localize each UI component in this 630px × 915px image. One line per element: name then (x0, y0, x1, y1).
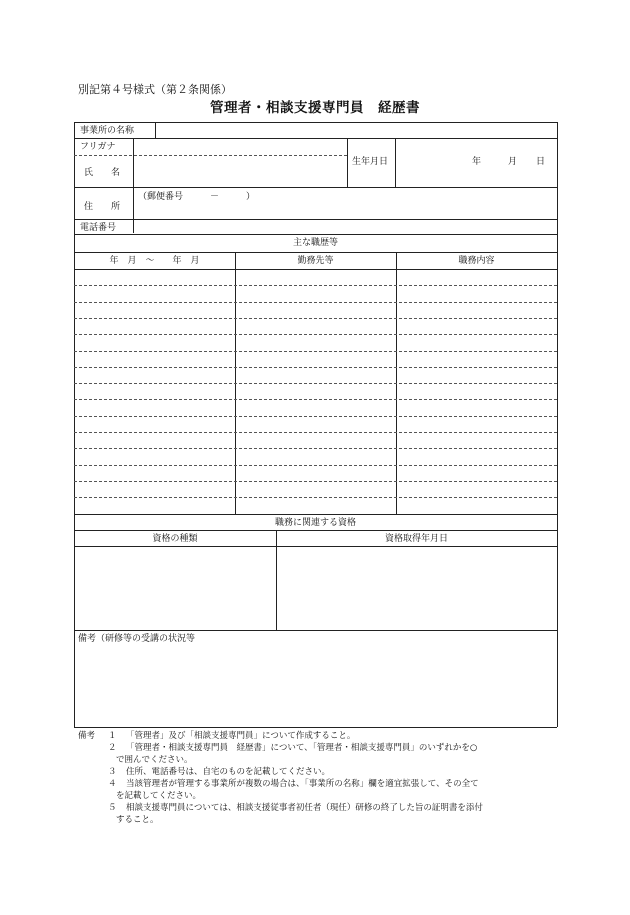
career-duties-field[interactable] (397, 335, 556, 349)
office-name-field[interactable] (156, 123, 556, 138)
career-duties-field[interactable] (397, 319, 556, 333)
career-period-field[interactable] (75, 498, 234, 512)
note-number: １ (108, 731, 117, 741)
qualifications-col-type: 資格の種類 (152, 534, 198, 544)
career-period-field[interactable] (75, 368, 234, 382)
furigana-label: フリガナ (80, 142, 116, 152)
furigana-field[interactable] (134, 139, 346, 155)
career-duties-field[interactable] (397, 352, 556, 366)
note-number: ２ (108, 743, 117, 753)
career-duties-field[interactable] (397, 498, 556, 512)
border-right (557, 122, 558, 727)
year-label: 年 (472, 157, 482, 167)
career-period-field[interactable] (75, 319, 234, 333)
remarks-field[interactable] (75, 648, 556, 726)
month-label: 月 (508, 157, 518, 167)
career-duties-field[interactable] (397, 270, 556, 284)
note-number: ４ (108, 779, 117, 789)
career-period-field[interactable] (75, 400, 234, 414)
career-period-field[interactable] (75, 335, 234, 349)
form-title: 管理者・相談支援専門員 経歴書 (210, 100, 420, 116)
remarks-label: 備考（研修等の受講の状況等 (78, 634, 196, 644)
note-text: 相談支援専門員については、相談支援従事者初任者（現任）研修の終了した旨の証明書を添付 (126, 803, 483, 813)
career-workplace-field[interactable] (236, 319, 395, 333)
phone-label: 電話番号 (80, 223, 117, 233)
office-name-label: 事業所の名称 (80, 126, 135, 136)
career-duties-field[interactable] (397, 417, 556, 431)
career-duties-field[interactable] (397, 466, 556, 480)
career-period-field[interactable] (75, 482, 234, 496)
note-text: で囲んでください。 (116, 755, 193, 765)
qualification-type-field[interactable] (75, 547, 275, 629)
career-workplace-field[interactable] (236, 270, 395, 284)
qualifications-heading: 職務に関連する資格 (274, 518, 356, 528)
career-period-field[interactable] (75, 352, 234, 366)
qualification-date-field[interactable] (277, 547, 556, 629)
career-workplace-field[interactable] (236, 384, 395, 398)
address-field[interactable] (134, 188, 556, 219)
note-number: ５ (108, 803, 117, 813)
career-duties-field[interactable] (397, 303, 556, 317)
career-period-field[interactable] (75, 286, 234, 300)
name-label: 氏 名 (84, 168, 121, 178)
career-period-field[interactable] (75, 466, 234, 480)
career-workplace-field[interactable] (236, 400, 395, 414)
career-duties-field[interactable] (397, 449, 556, 463)
career-workplace-field[interactable] (236, 286, 395, 300)
career-period-field[interactable] (75, 449, 234, 463)
name-field[interactable] (134, 156, 346, 187)
career-duties-field[interactable] (397, 286, 556, 300)
divider (74, 252, 557, 253)
career-workplace-field[interactable] (236, 433, 395, 447)
career-workplace-field[interactable] (236, 352, 395, 366)
divider (347, 138, 348, 187)
notes-label: 備考 (78, 731, 96, 741)
career-workplace-field[interactable] (236, 498, 395, 512)
career-workplace-field[interactable] (236, 449, 395, 463)
form-reference: 別記第４号様式（第２条関係） (78, 83, 232, 96)
career-col-period: 年 月 ～ 年 月 (109, 256, 200, 266)
career-workplace-field[interactable] (236, 417, 395, 431)
note-text: 当該管理者が管理する事業所が複数の場合は、「事業所の名称」欄を適宜拡張して、その全て (126, 779, 479, 789)
career-duties-field[interactable] (397, 368, 556, 382)
birthdate-field[interactable] (396, 139, 556, 186)
day-label: 日 (536, 157, 546, 167)
note-text: を記載してください。 (116, 791, 202, 801)
birthdate-label: 生年月日 (352, 157, 389, 167)
career-duties-field[interactable] (397, 400, 556, 414)
career-duties-field[interactable] (397, 384, 556, 398)
career-period-field[interactable] (75, 417, 234, 431)
divider (74, 530, 557, 531)
note-text: すること。 (116, 815, 159, 825)
career-workplace-field[interactable] (236, 482, 395, 496)
career-col-workplace: 勤務先等 (297, 256, 334, 266)
career-workplace-field[interactable] (236, 303, 395, 317)
divider (74, 514, 557, 515)
career-period-field[interactable] (75, 303, 234, 317)
note-number: ３ (108, 767, 117, 777)
career-period-field[interactable] (75, 433, 234, 447)
address-label: 住 所 (84, 202, 121, 212)
career-col-duties: 職務内容 (458, 256, 495, 266)
note-text: 「管理者・相談支援専門員 経歴書」について、「管理者・相談支援専門員」のいずれかを○ (126, 743, 478, 753)
career-workplace-field[interactable] (236, 368, 395, 382)
postal-code-label: （郵便番号 － ） (138, 192, 256, 202)
career-period-field[interactable] (75, 384, 234, 398)
career-period-field[interactable] (75, 270, 234, 284)
note-text: 住所、電話番号は、自宅のものを記載してください。 (126, 767, 331, 777)
career-duties-field[interactable] (397, 482, 556, 496)
career-duties-field[interactable] (397, 433, 556, 447)
career-workplace-field[interactable] (236, 466, 395, 480)
note-text: 「管理者」及び「相談支援専門員」について作成すること。 (126, 731, 356, 741)
divider (74, 630, 557, 631)
qualifications-col-date: 資格取得年月日 (384, 534, 448, 544)
career-heading: 主な職歴等 (292, 238, 338, 248)
border-bottom (74, 727, 557, 728)
phone-field[interactable] (134, 220, 556, 233)
career-workplace-field[interactable] (236, 335, 395, 349)
divider (74, 234, 557, 235)
